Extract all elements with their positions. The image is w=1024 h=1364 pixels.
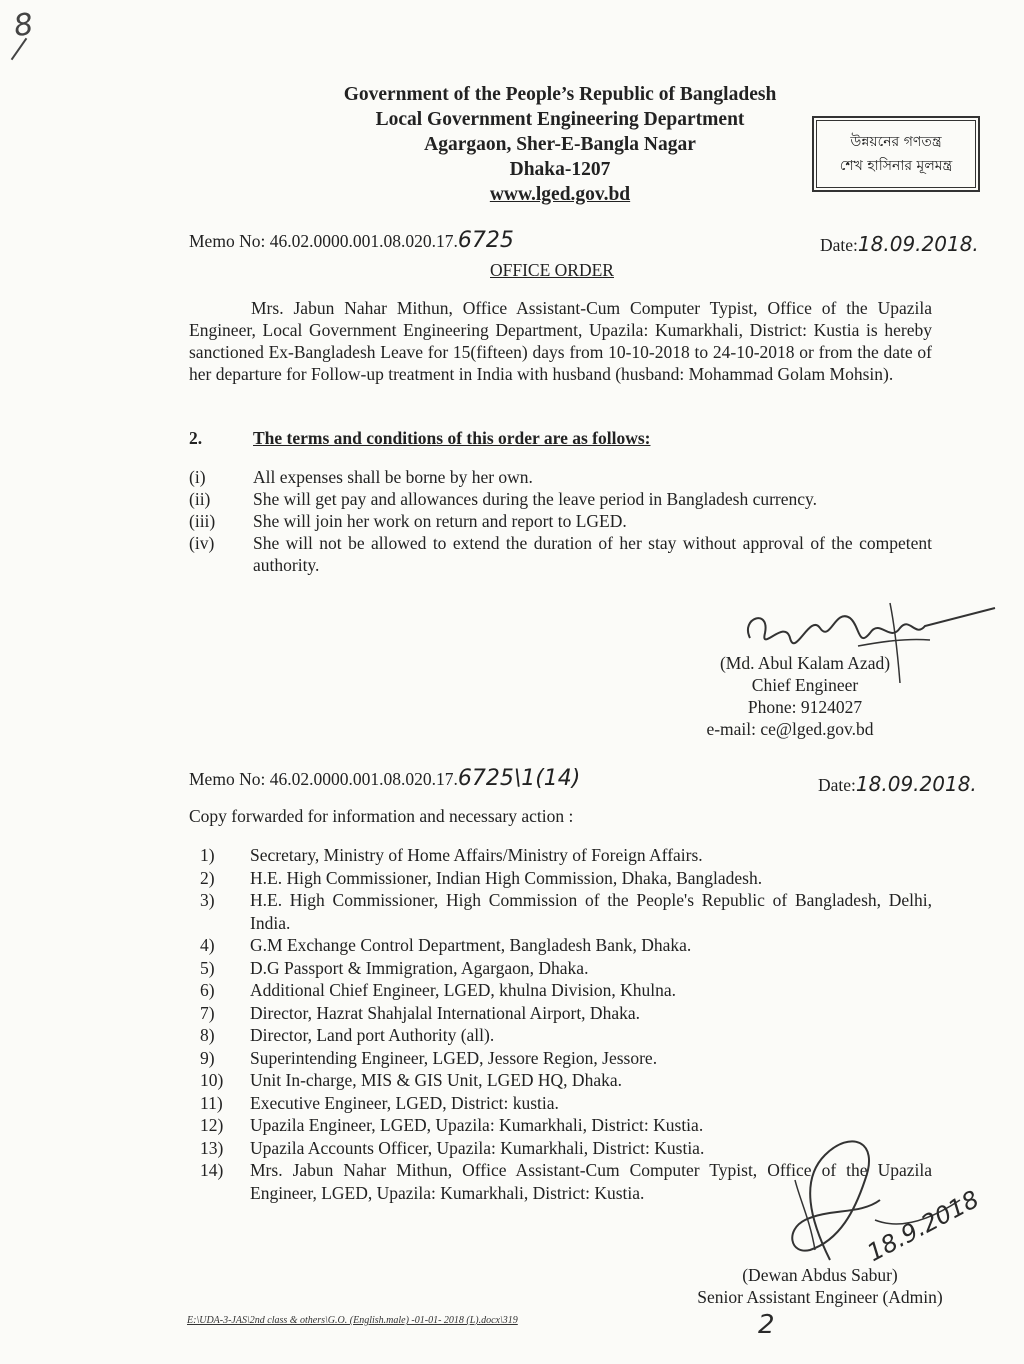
signatory-2-name: (Dewan Abdus Sabur) xyxy=(742,1265,898,1285)
term-item xyxy=(189,510,932,532)
date-handwritten-1: 18.09.2018. xyxy=(857,232,979,256)
copy-forwarded-intro: Copy forwarded for information and necessary action : xyxy=(189,806,574,826)
date-handwritten-2: 18.09.2018. xyxy=(855,772,977,796)
letterhead-line-address: Agargaon, Sher-E-Bangla Nagar xyxy=(424,134,696,155)
list-item-number: 11) xyxy=(200,1092,223,1113)
memo-date-1 xyxy=(820,232,979,256)
list-item-text: Director, Land port Authority (all). xyxy=(250,1025,495,1045)
memo-date-2 xyxy=(818,772,977,796)
list-item-text: Upazila Accounts Officer, Upazila: Kumarkhali, District: Kustia. xyxy=(250,1137,705,1158)
list-item-number: 8) xyxy=(200,1025,215,1045)
list-item-text: Upazila Engineer, LGED, Upazila: Kumarkhali, District: Kustia. xyxy=(250,1115,704,1135)
memo-number-1 xyxy=(189,228,514,253)
list-item-number: 6) xyxy=(200,980,215,1000)
signatory-2-designation: Senior Assistant Engineer (Admin) xyxy=(697,1287,943,1307)
list-item-number: 14) xyxy=(200,1160,224,1180)
signatory-1-designation: Chief Engineer xyxy=(751,675,859,695)
memo-handwritten-number-2: 6725\1(14) xyxy=(457,766,581,791)
office-order-body: Mrs. Jabun Nahar Mithun, Office Assistant-Cum Computer Typist, Office of the Upazila Engineer, Local Government Engineering Department, Upazila: Kumarkhali, District: Kustia is hereby sanctioned Ex-Bangladesh Leave for 15(fifteen) days from 10-10-2018 to 24-10-2018 or from the date of her departure for Follow-up treatment in India with husband (husband: Mohammad Golam Mohsin). xyxy=(189,298,932,384)
signatory-1-email: e-mail: ce@lged.gov.bd xyxy=(706,719,874,739)
letterhead-website: www.lged.gov.bd xyxy=(489,184,631,205)
list-item-text: Secretary, Ministry of Home Affairs/Ministry of Foreign Affairs. xyxy=(250,845,703,865)
term-text: She will join her work on return and report to LGED. xyxy=(253,511,627,531)
letterhead xyxy=(250,82,870,207)
list-item-number: 10) xyxy=(200,1070,224,1090)
list-item-text: Director, Hazrat Shahjalal International Airport, Dhaka. xyxy=(250,1002,640,1023)
list-item-text: Additional Chief Engineer, LGED, khulna Division, Khulna. xyxy=(250,980,677,1000)
list-item-number: 7) xyxy=(200,1002,215,1023)
terms-heading-text: The terms and conditions of this order are as follows: xyxy=(253,428,651,448)
list-item xyxy=(200,957,932,980)
list-item xyxy=(200,889,932,934)
term-text: All expenses shall be borne by her own. xyxy=(253,467,533,487)
term-number: (i) xyxy=(189,467,206,487)
list-item-number: 5) xyxy=(200,957,215,978)
terms-heading xyxy=(189,428,650,449)
term-number: (iii) xyxy=(189,511,216,531)
list-item-text: Unit In-charge, MIS & GIS Unit, LGED HQ, Dhaka. xyxy=(250,1070,622,1090)
list-item-text: Superintending Engineer, LGED, Jessore Region, Jessore. xyxy=(250,1047,658,1068)
list-item xyxy=(200,1069,932,1092)
senior-engineer-handwritten-date: 18.9.2018 xyxy=(862,1184,984,1268)
list-item-text: D.G Passport & Immigration, Agargaon, Dhaka. xyxy=(250,957,589,978)
term-item xyxy=(189,532,932,576)
list-item xyxy=(200,934,932,957)
slogan-box-inner xyxy=(816,120,976,188)
memo-handwritten-number-1: 6725 xyxy=(457,228,514,253)
footer-file-path: E:\UDA-3-JAS\2nd class & others\G.O. (English.male) -01-01- 2018 (L).docx\319 xyxy=(187,1315,518,1326)
slogan-box xyxy=(812,116,980,192)
list-item xyxy=(200,1002,932,1025)
list-item-number: 9) xyxy=(200,1047,215,1068)
list-item xyxy=(200,1092,932,1115)
signatory-2-handwritten-mark: 2 xyxy=(758,1310,775,1340)
corner-handwritten-note: 8 xyxy=(11,6,36,45)
list-item-number: 1) xyxy=(200,845,215,865)
list-item-text: Executive Engineer, LGED, District: kustia. xyxy=(250,1092,559,1113)
term-item xyxy=(189,488,932,510)
list-item xyxy=(200,1047,932,1070)
list-item-number: 2) xyxy=(200,867,215,888)
list-item-number: 13) xyxy=(200,1137,224,1158)
term-item xyxy=(189,466,932,488)
list-item xyxy=(200,844,932,867)
term-number: (iv) xyxy=(189,533,215,553)
list-item-text: G.M Exchange Control Department, Bangladesh Bank, Dhaka. xyxy=(250,935,692,955)
list-item xyxy=(200,867,932,890)
list-item xyxy=(200,1024,932,1047)
list-item-number: 12) xyxy=(200,1115,224,1135)
letterhead-line-government: Government of the People’s Republic of Bangladesh xyxy=(343,84,777,105)
slogan-line-1: উন্নয়নের গণতন্ত্র xyxy=(850,134,942,150)
date-label-1: Date: xyxy=(820,235,858,255)
letterhead-line-department: Local Government Engineering Department xyxy=(375,109,745,130)
list-item-text: H.E. High Commissioner, High Commission of the People's Republic of Bangladesh, Delhi, India. xyxy=(250,890,932,933)
date-label-2: Date: xyxy=(818,775,856,795)
term-text: She will get pay and allowances during the leave period in Bangladesh currency. xyxy=(253,489,818,509)
list-item-text: H.E. High Commissioner, Indian High Commission, Dhaka, Bangladesh. xyxy=(250,867,763,888)
signatory-1-phone: Phone: 9124027 xyxy=(747,697,863,717)
memo-prefix-2: Memo No: 46.02.0000.001.08.020.17. xyxy=(189,769,458,789)
signatory-block-1 xyxy=(690,652,920,740)
list-item xyxy=(200,979,932,1002)
office-order-title: OFFICE ORDER xyxy=(490,260,614,280)
signatory-1-name: (Md. Abul Kalam Azad) xyxy=(719,653,891,673)
list-item-text: Mrs. Jabun Nahar Mithun, Office Assistant-Cum Computer Typist, Office of the Upazila Engineer, LGED, Upazila: Kumarkhali, District: Kustia. xyxy=(250,1160,932,1203)
memo-number-2 xyxy=(189,766,580,791)
list-item-number: 3) xyxy=(200,890,215,910)
memo-prefix-1: Memo No: 46.02.0000.001.08.020.17. xyxy=(189,231,458,251)
signatory-block-2 xyxy=(660,1264,980,1308)
terms-list xyxy=(189,466,932,576)
term-number: (ii) xyxy=(189,489,211,509)
terms-heading-number: 2. xyxy=(189,428,203,448)
term-text: She will not be allowed to extend the duration of her stay without approval of the competent authority. xyxy=(253,533,932,575)
letterhead-line-city: Dhaka-1207 xyxy=(509,159,611,180)
list-item-number: 4) xyxy=(200,935,215,955)
slogan-line-2: শেখ হাসিনার মূলমন্ত্র xyxy=(839,158,953,174)
